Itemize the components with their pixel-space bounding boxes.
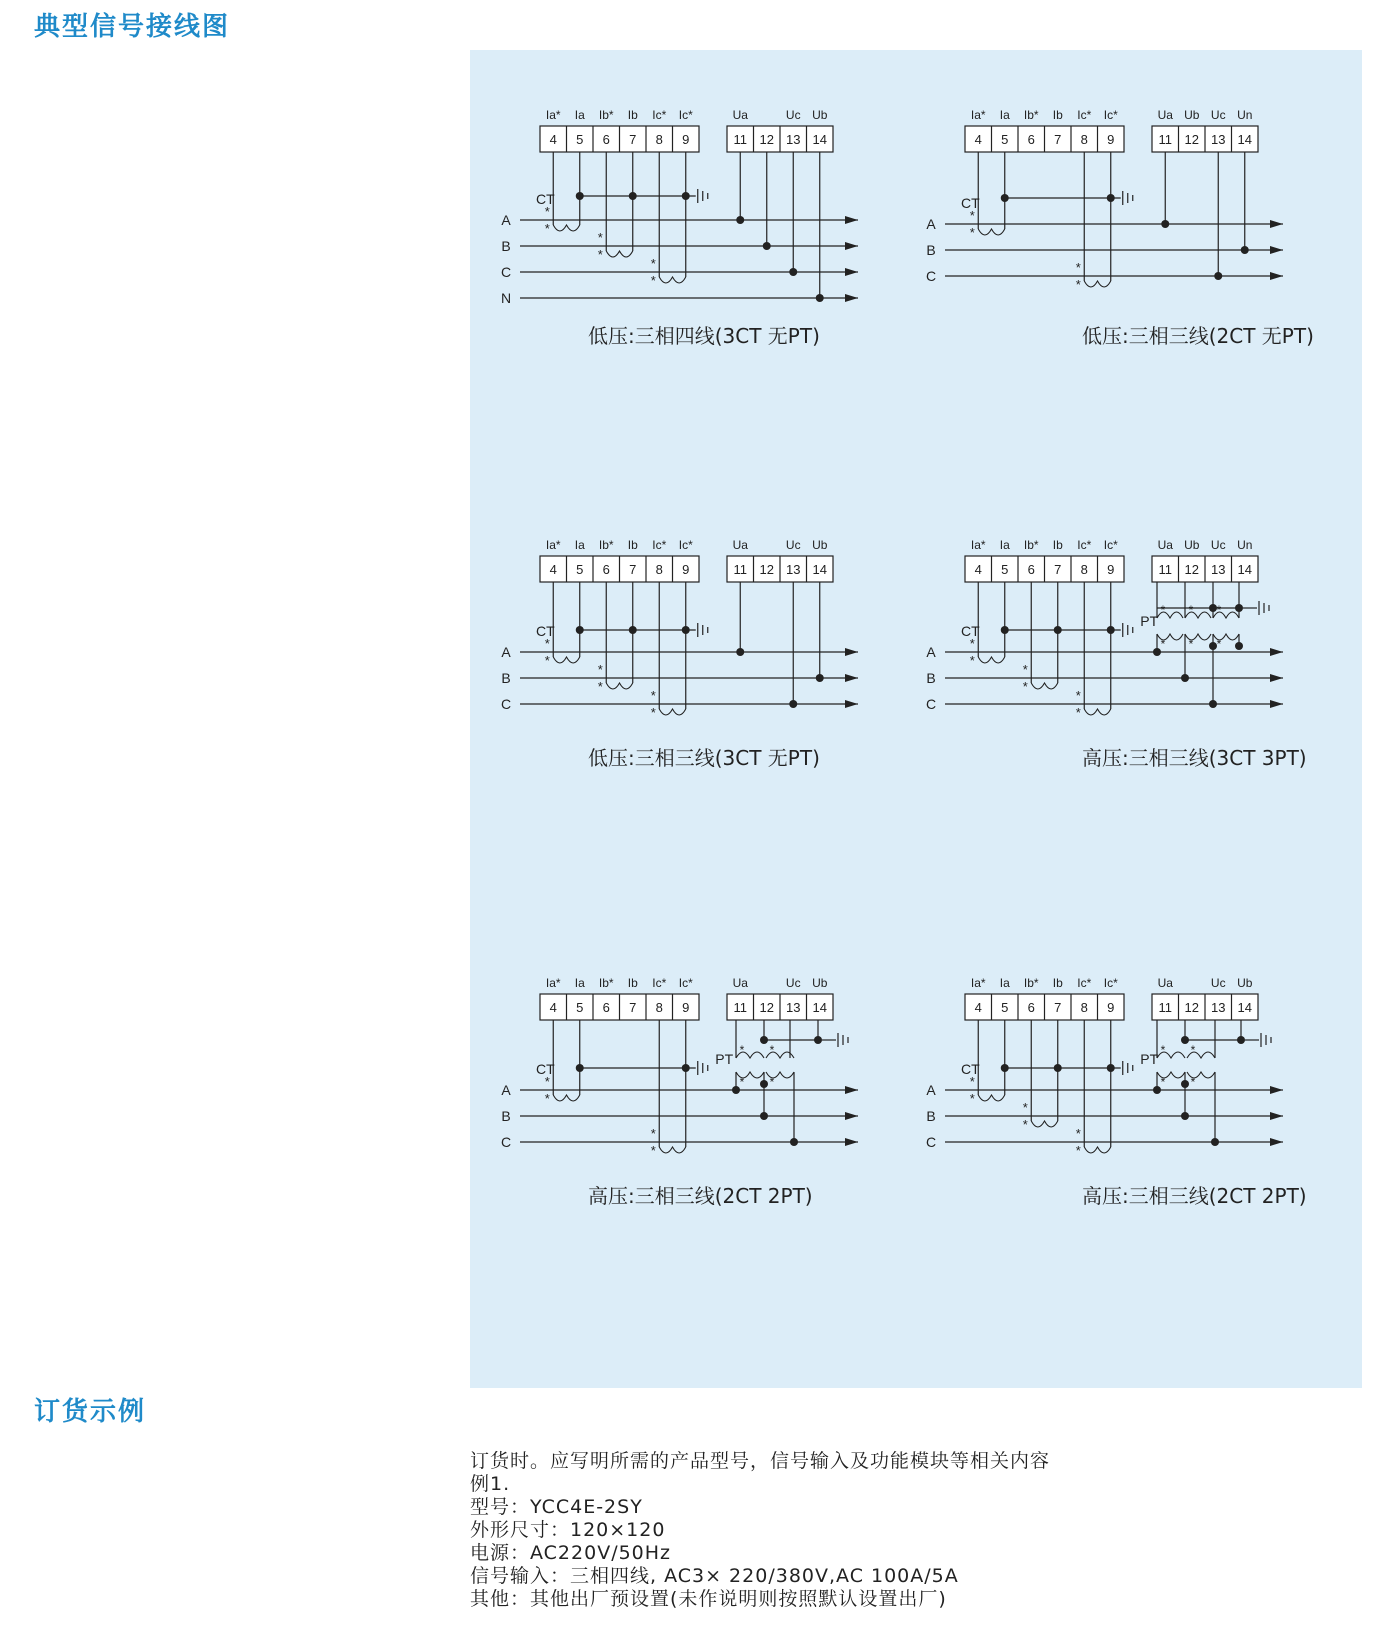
- terminal-number: 9: [1107, 562, 1115, 577]
- order-line: 订货时。应写明所需的产品型号，信号输入及功能模块等相关内容: [470, 1450, 1051, 1472]
- junction-dot: [1209, 700, 1217, 708]
- phase-label: B: [501, 1108, 511, 1124]
- junction-dot: [790, 1138, 798, 1146]
- pt-label: PT: [1140, 613, 1159, 629]
- phase-label: C: [925, 268, 937, 284]
- order-line: 例1.: [470, 1473, 511, 1495]
- terminal-label: Ia: [574, 976, 585, 990]
- terminal-label: Ic*: [678, 108, 693, 122]
- junction-dot: [1054, 1064, 1062, 1072]
- terminal-label: Ua: [1157, 538, 1173, 552]
- junction-dot: [1209, 642, 1217, 650]
- terminal-number: 7: [629, 132, 637, 147]
- polarity-mark: *: [1190, 1075, 1196, 1089]
- terminal-number: 9: [682, 562, 690, 577]
- terminal-label: Ic*: [678, 538, 693, 552]
- arrow-head: [845, 674, 858, 682]
- polarity-mark: *: [597, 230, 603, 245]
- terminal-number: 11: [1158, 1000, 1172, 1015]
- ct-coil-icon: [553, 225, 580, 231]
- arrow-head: [845, 1086, 858, 1094]
- arrow-head: [845, 1138, 858, 1146]
- junction-dot: [1214, 272, 1222, 280]
- junction-dot: [1235, 604, 1243, 612]
- junction-dot: [732, 1086, 740, 1094]
- terminal-label: Ic*: [678, 976, 693, 990]
- junction-dot: [1161, 220, 1169, 228]
- junction-dot: [736, 648, 744, 656]
- junction-dot: [760, 1036, 768, 1044]
- polarity-mark: *: [544, 1074, 550, 1089]
- polarity-mark: *: [597, 662, 603, 677]
- polarity-mark: *: [1190, 1043, 1196, 1057]
- terminal-label: Ua: [732, 976, 748, 990]
- terminal-number: 14: [812, 132, 827, 147]
- arrow-head: [845, 268, 858, 276]
- polarity-mark: *: [769, 1075, 775, 1089]
- terminal-label: Uc: [785, 108, 801, 122]
- phase-label: B: [926, 670, 936, 686]
- terminal-label: Ic*: [652, 538, 667, 552]
- terminal-number: 14: [1237, 562, 1252, 577]
- junction-dot: [682, 1064, 690, 1072]
- terminal-label: Ia*: [970, 976, 986, 990]
- polarity-mark: *: [650, 273, 656, 288]
- terminal-number: 12: [1184, 132, 1199, 147]
- terminal-number: 12: [759, 1000, 774, 1015]
- pt-label: PT: [715, 1051, 734, 1067]
- terminal-label: Ia*: [545, 538, 561, 552]
- phase-label: C: [925, 1134, 937, 1150]
- phase-label: A: [501, 1082, 511, 1098]
- terminal-number: 6: [602, 562, 610, 577]
- polarity-mark: *: [597, 679, 603, 694]
- terminal-label: Ib: [1052, 108, 1063, 122]
- terminal-number: 9: [682, 1000, 690, 1015]
- junction-dot: [814, 1036, 822, 1044]
- terminal-number: 5: [576, 132, 584, 147]
- junction-dot: [1181, 1036, 1189, 1044]
- terminal-number: 6: [602, 132, 610, 147]
- terminal-label: Ia*: [970, 538, 986, 552]
- polarity-mark: *: [1216, 603, 1222, 617]
- arrow-head: [1270, 246, 1283, 254]
- terminal-label: Ub: [1184, 108, 1200, 122]
- phase-label: B: [501, 238, 511, 254]
- terminal-number: 4: [974, 132, 982, 147]
- order-line: 外形尺寸：120×120: [470, 1519, 666, 1541]
- junction-dot: [629, 192, 637, 200]
- ct-label: CT: [961, 623, 980, 639]
- terminal-label: Ic*: [1103, 976, 1118, 990]
- polarity-mark: *: [650, 1126, 656, 1141]
- arrow-head: [845, 1112, 858, 1120]
- terminal-number: 5: [1001, 562, 1009, 577]
- arrow-head: [845, 294, 858, 302]
- arrow-head: [1270, 1138, 1283, 1146]
- terminal-number: 5: [1001, 132, 1009, 147]
- polarity-mark: *: [650, 1143, 656, 1158]
- terminal-label: Ua: [1157, 976, 1173, 990]
- diagram-caption: 高压:三相三线(3CT 3PT): [1082, 746, 1307, 770]
- terminal-number: 8: [1080, 132, 1088, 147]
- order-line: 型号：YCC4E-2SY: [470, 1496, 643, 1518]
- junction-dot: [1001, 194, 1009, 202]
- terminal-number: 8: [1080, 1000, 1088, 1015]
- polarity-mark: *: [1075, 705, 1081, 720]
- polarity-mark: *: [1022, 1117, 1028, 1132]
- junction-dot: [816, 674, 824, 682]
- terminal-number: 7: [629, 562, 637, 577]
- polarity-mark: *: [650, 256, 656, 271]
- ct-coil-icon: [553, 657, 580, 663]
- terminal-number: 12: [759, 132, 774, 147]
- terminal-label: Ib: [627, 108, 638, 122]
- terminal-number: 14: [1237, 132, 1252, 147]
- terminal-number: 4: [974, 562, 982, 577]
- polarity-mark: *: [650, 705, 656, 720]
- terminal-number: 9: [1107, 132, 1115, 147]
- junction-dot: [789, 268, 797, 276]
- terminal-number: 11: [733, 562, 747, 577]
- terminal-label: Ib*: [1023, 108, 1039, 122]
- polarity-mark: *: [1022, 1100, 1028, 1115]
- terminal-number: 11: [1158, 562, 1172, 577]
- terminal-number: 6: [1027, 562, 1035, 577]
- wiring-diagram-panel: [470, 50, 1362, 1388]
- order-example-heading: 订货示例: [34, 1397, 147, 1427]
- ct-coil-icon: [978, 1095, 1005, 1101]
- terminal-label: Ub: [1184, 538, 1200, 552]
- polarity-mark: *: [597, 247, 603, 262]
- arrow-head: [845, 242, 858, 250]
- junction-dot: [1235, 642, 1243, 650]
- terminal-label: Uc: [785, 538, 801, 552]
- terminal-label: Uc: [785, 976, 801, 990]
- terminal-label: Ib: [1052, 976, 1063, 990]
- arrow-head: [1270, 1112, 1283, 1120]
- ct-label: CT: [536, 623, 555, 639]
- phase-label: A: [501, 212, 511, 228]
- arrow-head: [1270, 648, 1283, 656]
- junction-dot: [816, 294, 824, 302]
- diagram-caption: 低压:三相四线(3CT 无PT): [588, 324, 820, 348]
- ct-coil-icon: [1084, 281, 1111, 287]
- junction-dot: [1181, 1080, 1189, 1088]
- junction-dot: [1181, 1112, 1189, 1120]
- junction-dot: [1241, 246, 1249, 254]
- terminal-label: Ic*: [1077, 538, 1092, 552]
- polarity-mark: *: [1188, 603, 1194, 617]
- polarity-mark: *: [1022, 662, 1028, 677]
- terminal-number: 12: [759, 562, 774, 577]
- terminal-label: Un: [1237, 108, 1253, 122]
- terminal-number: 6: [1027, 1000, 1035, 1015]
- terminal-number: 14: [1237, 1000, 1252, 1015]
- terminal-number: 7: [629, 1000, 637, 1015]
- ct-coil-icon: [1031, 683, 1058, 689]
- terminal-number: 4: [549, 1000, 557, 1015]
- terminal-label: Ua: [732, 108, 748, 122]
- phase-label: C: [925, 696, 937, 712]
- terminal-label: Un: [1237, 538, 1253, 552]
- order-example-text: [470, 1450, 1350, 1611]
- terminal-label: Ib*: [598, 538, 614, 552]
- phase-label: A: [926, 216, 936, 232]
- terminal-number: 13: [1211, 132, 1226, 147]
- polarity-mark: *: [1160, 1043, 1166, 1057]
- terminal-label: Ua: [1157, 108, 1173, 122]
- terminal-label: Uc: [1210, 108, 1226, 122]
- terminal-number: 9: [1107, 1000, 1115, 1015]
- terminal-number: 13: [786, 562, 801, 577]
- ct-label: CT: [536, 191, 555, 207]
- arrow-head: [845, 216, 858, 224]
- phase-label: C: [500, 1134, 512, 1150]
- junction-dot: [682, 626, 690, 634]
- phase-label: B: [926, 242, 936, 258]
- terminal-number: 11: [1158, 132, 1172, 147]
- polarity-mark: *: [544, 204, 550, 219]
- junction-dot: [682, 192, 690, 200]
- ct-coil-icon: [606, 251, 633, 257]
- diagram-caption: 高压:三相三线(2CT 2PT): [1082, 1184, 1307, 1208]
- terminal-label: Ib*: [598, 976, 614, 990]
- junction-dot: [789, 700, 797, 708]
- arrow-head: [1270, 272, 1283, 280]
- terminal-number: 5: [576, 562, 584, 577]
- pt-label: PT: [1140, 1051, 1159, 1067]
- phase-label: A: [926, 644, 936, 660]
- polarity-mark: *: [1160, 1075, 1166, 1089]
- polarity-mark: *: [1075, 1143, 1081, 1158]
- polarity-mark: *: [1075, 1126, 1081, 1141]
- terminal-number: 7: [1054, 562, 1062, 577]
- phase-label: N: [500, 290, 512, 306]
- terminal-label: Ia: [999, 538, 1010, 552]
- phase-label: C: [500, 264, 512, 280]
- polarity-mark: *: [1216, 637, 1222, 651]
- terminal-label: Ic*: [1103, 538, 1118, 552]
- polarity-mark: *: [739, 1043, 745, 1057]
- polarity-mark: *: [969, 1091, 975, 1106]
- junction-dot: [576, 192, 584, 200]
- terminal-number: 7: [1054, 1000, 1062, 1015]
- terminal-number: 4: [549, 132, 557, 147]
- terminal-label: Ub: [812, 538, 828, 552]
- terminal-label: Ub: [812, 976, 828, 990]
- junction-dot: [760, 1080, 768, 1088]
- junction-dot: [1209, 604, 1217, 612]
- arrow-head: [1270, 700, 1283, 708]
- terminal-number: 12: [1184, 562, 1199, 577]
- phase-label: A: [926, 1082, 936, 1098]
- terminal-label: Ib*: [1023, 538, 1039, 552]
- terminal-label: Ic*: [652, 108, 667, 122]
- junction-dot: [760, 1112, 768, 1120]
- junction-dot: [1001, 1064, 1009, 1072]
- junction-dot: [1237, 1036, 1245, 1044]
- terminal-number: 8: [655, 132, 663, 147]
- terminal-number: 14: [812, 1000, 827, 1015]
- terminal-number: 4: [549, 562, 557, 577]
- polarity-mark: *: [544, 653, 550, 668]
- terminal-number: 5: [1001, 1000, 1009, 1015]
- terminal-label: Uc: [1210, 538, 1226, 552]
- junction-dot: [576, 1064, 584, 1072]
- terminal-label: Ia*: [545, 108, 561, 122]
- terminal-number: 14: [812, 562, 827, 577]
- polarity-mark: *: [769, 1043, 775, 1057]
- polarity-mark: *: [1075, 260, 1081, 275]
- ct-label: CT: [961, 195, 980, 211]
- arrow-head: [1270, 674, 1283, 682]
- junction-dot: [1211, 1138, 1219, 1146]
- polarity-mark: *: [969, 225, 975, 240]
- wiring-diagrams-heading: 典型信号接线图: [34, 12, 231, 42]
- terminal-label: Ic*: [652, 976, 667, 990]
- polarity-mark: *: [1160, 603, 1166, 617]
- junction-dot: [763, 242, 771, 250]
- polarity-mark: *: [969, 1074, 975, 1089]
- terminal-number: 8: [1080, 562, 1088, 577]
- terminal-label: Ia: [999, 976, 1010, 990]
- terminal-number: 13: [1211, 562, 1226, 577]
- ct-coil-icon: [659, 709, 686, 715]
- ct-coil-icon: [1031, 1121, 1058, 1127]
- terminal-label: Uc: [1210, 976, 1226, 990]
- polarity-mark: *: [544, 221, 550, 236]
- terminal-label: Ic*: [1103, 108, 1118, 122]
- junction-dot: [1153, 648, 1161, 656]
- terminal-label: Ic*: [1077, 108, 1092, 122]
- terminal-number: 6: [602, 1000, 610, 1015]
- ct-coil-icon: [978, 657, 1005, 663]
- terminal-label: Ub: [812, 108, 828, 122]
- terminal-number: 8: [655, 562, 663, 577]
- terminal-label: Ib: [627, 538, 638, 552]
- diagram-caption: 低压:三相三线(2CT 无PT): [1082, 324, 1314, 348]
- junction-dot: [576, 626, 584, 634]
- terminal-number: 13: [1211, 1000, 1226, 1015]
- terminal-number: 11: [733, 132, 747, 147]
- junction-dot: [1107, 194, 1115, 202]
- terminal-label: Ia*: [545, 976, 561, 990]
- terminal-number: 8: [655, 1000, 663, 1015]
- terminal-number: 11: [733, 1000, 747, 1015]
- junction-dot: [1107, 1064, 1115, 1072]
- terminal-label: Ub: [1237, 976, 1253, 990]
- polarity-mark: *: [1160, 637, 1166, 651]
- phase-label: B: [926, 1108, 936, 1124]
- terminal-label: Ib: [1052, 538, 1063, 552]
- terminal-label: Ia: [999, 108, 1010, 122]
- junction-dot: [1181, 674, 1189, 682]
- terminal-label: Ib*: [1023, 976, 1039, 990]
- terminal-label: Ib*: [598, 108, 614, 122]
- arrow-head: [845, 648, 858, 656]
- arrow-head: [1270, 220, 1283, 228]
- terminal-label: Ia: [574, 538, 585, 552]
- terminal-label: Ia*: [970, 108, 986, 122]
- ct-coil-icon: [606, 683, 633, 689]
- junction-dot: [629, 626, 637, 634]
- ct-coil-icon: [553, 1095, 580, 1101]
- polarity-mark: *: [1022, 679, 1028, 694]
- terminal-number: 7: [1054, 132, 1062, 147]
- terminal-label: Ia: [574, 108, 585, 122]
- terminal-label: Ua: [732, 538, 748, 552]
- junction-dot: [736, 216, 744, 224]
- polarity-mark: *: [1188, 637, 1194, 651]
- terminal-number: 4: [974, 1000, 982, 1015]
- terminal-number: 6: [1027, 132, 1035, 147]
- arrow-head: [845, 700, 858, 708]
- ct-coil-icon: [659, 1147, 686, 1153]
- order-line: 电源：AC220V/50Hz: [470, 1542, 672, 1564]
- junction-dot: [1107, 626, 1115, 634]
- polarity-mark: *: [544, 636, 550, 651]
- terminal-label: Ic*: [1077, 976, 1092, 990]
- terminal-number: 12: [1184, 1000, 1199, 1015]
- diagram-caption: 低压:三相三线(3CT 无PT): [588, 746, 820, 770]
- polarity-mark: *: [969, 208, 975, 223]
- order-line: 其他：其他出厂预设置(未作说明则按照默认设置出厂): [470, 1588, 947, 1610]
- ct-label: CT: [961, 1061, 980, 1077]
- polarity-mark: *: [1075, 277, 1081, 292]
- ct-coil-icon: [978, 229, 1005, 235]
- polarity-mark: *: [739, 1075, 745, 1089]
- ct-label: CT: [536, 1061, 555, 1077]
- junction-dot: [1054, 626, 1062, 634]
- ct-coil-icon: [659, 277, 686, 283]
- phase-label: A: [501, 644, 511, 660]
- terminal-number: 5: [576, 1000, 584, 1015]
- order-line: 信号输入：三相四线, AC3× 220/380V,AC 100A/5A: [470, 1565, 959, 1587]
- ct-coil-icon: [1084, 1147, 1111, 1153]
- junction-dot: [1153, 1086, 1161, 1094]
- junction-dot: [1001, 626, 1009, 634]
- phase-label: C: [500, 696, 512, 712]
- ct-coil-icon: [1084, 709, 1111, 715]
- polarity-mark: *: [544, 1091, 550, 1106]
- terminal-number: 9: [682, 132, 690, 147]
- polarity-mark: *: [1075, 688, 1081, 703]
- terminal-number: 13: [786, 132, 801, 147]
- polarity-mark: *: [969, 653, 975, 668]
- terminal-number: 13: [786, 1000, 801, 1015]
- polarity-mark: *: [969, 636, 975, 651]
- phase-label: B: [501, 670, 511, 686]
- polarity-mark: *: [650, 688, 656, 703]
- arrow-head: [1270, 1086, 1283, 1094]
- diagram-caption: 高压:三相三线(2CT 2PT): [588, 1184, 813, 1208]
- terminal-label: Ib: [627, 976, 638, 990]
